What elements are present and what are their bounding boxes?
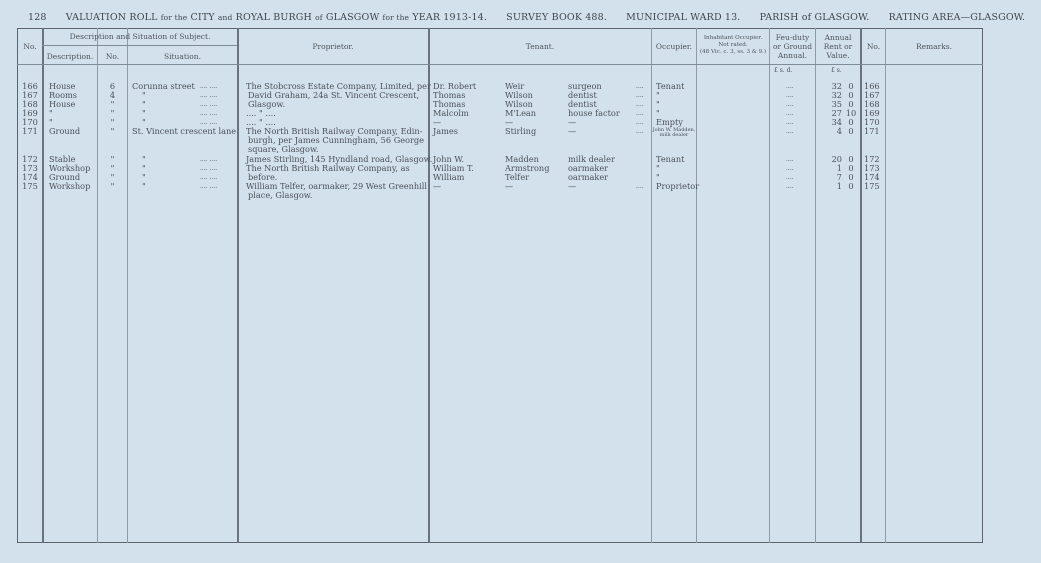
row-feu-duty: .... bbox=[786, 174, 794, 181]
row-tenant-occupation: dentist bbox=[568, 99, 597, 109]
col-number: No. bbox=[105, 52, 120, 61]
row-feu-duty: .... bbox=[786, 119, 794, 126]
row-tenant-surname: Armstrong bbox=[505, 163, 550, 173]
row-feu-duty: .... bbox=[786, 156, 794, 163]
rent-units: £ s. bbox=[831, 67, 842, 74]
row-description: Workshop bbox=[49, 163, 91, 173]
row-house-number: 4 bbox=[109, 90, 116, 100]
row-rent-pounds: 32 bbox=[831, 81, 842, 91]
row-rent-shillings: 10 bbox=[845, 108, 857, 118]
row-tenant-surname: — bbox=[505, 181, 514, 191]
row-house-number: " bbox=[110, 108, 115, 118]
row-number: 171 bbox=[22, 126, 38, 136]
row-rent-shillings: 0 bbox=[848, 99, 854, 109]
row-situation-dots: .... .... bbox=[200, 174, 218, 181]
row-description: Ground bbox=[49, 126, 81, 136]
row-tenant-surname: Telfer bbox=[505, 172, 530, 182]
row-number: 168 bbox=[22, 99, 38, 109]
row-situation-dots: .... .... bbox=[200, 165, 218, 172]
row-occupier: " bbox=[656, 108, 660, 118]
col-situation: Situation. bbox=[164, 52, 201, 61]
row-situation: " bbox=[142, 181, 146, 191]
row-tenant-surname: Weir bbox=[505, 81, 525, 91]
row-house-number: " bbox=[110, 154, 115, 164]
row-description: Workshop bbox=[49, 181, 91, 191]
row-situation: " bbox=[142, 163, 146, 173]
row-proprietor-line: The Stobcross Estate Company, Limited, per bbox=[246, 81, 431, 91]
row-situation-dots: .... .... bbox=[200, 119, 218, 126]
row-tenant-occupation: house factor bbox=[568, 108, 620, 118]
row-description: " bbox=[49, 108, 53, 118]
col-proprietor: Proprietor. bbox=[312, 42, 354, 51]
row-tenant-first-name: Dr. Robert bbox=[433, 81, 477, 91]
row-feu-duty: .... bbox=[786, 101, 794, 108]
row-tenant-dots: .... bbox=[636, 83, 644, 90]
row-situation-dots: .... .... bbox=[200, 110, 218, 117]
row-situation: " bbox=[142, 108, 146, 118]
row-proprietor-line: Glasgow. bbox=[248, 99, 286, 109]
row-tenant-occupation: surgeon bbox=[568, 81, 602, 91]
row-rent-pounds: 20 bbox=[831, 154, 842, 164]
page-number: 128 bbox=[28, 12, 47, 23]
row-tenant-surname: — bbox=[505, 117, 514, 127]
row-description: Ground bbox=[49, 172, 81, 182]
row-tenant-occupation: milk dealer bbox=[568, 154, 615, 164]
row-tenant-occupation: oarmaker bbox=[568, 172, 609, 182]
row-feu-duty: .... bbox=[786, 128, 794, 135]
row-number-right: 171 bbox=[864, 126, 880, 136]
row-tenant-first-name: Thomas bbox=[433, 99, 466, 109]
row-number-right: 168 bbox=[864, 99, 880, 109]
row-proprietor-line: James Stirling, 145 Hyndland road, Glasgow. bbox=[246, 154, 433, 164]
row-tenant-occupation: dentist bbox=[568, 90, 597, 100]
row-proprietor-line: The North British Railway Company, as bbox=[246, 163, 410, 173]
row-tenant-dots: .... bbox=[636, 128, 644, 135]
row-number-right: 174 bbox=[864, 172, 880, 182]
row-number-right: 167 bbox=[864, 90, 880, 100]
row-rent-shillings: 0 bbox=[848, 90, 854, 100]
col-remarks: Remarks. bbox=[915, 42, 953, 51]
row-rent-pounds: 32 bbox=[831, 90, 842, 100]
row-tenant-dots: .... bbox=[636, 92, 644, 99]
col-no-right: No. bbox=[866, 42, 881, 51]
row-occupier: Empty bbox=[656, 117, 683, 127]
row-house-number: " bbox=[110, 126, 115, 136]
row-tenant-first-name: Malcolm bbox=[433, 108, 469, 118]
row-house-number: " bbox=[110, 163, 115, 173]
row-rent-shillings: 0 bbox=[848, 154, 854, 164]
row-tenant-surname: Wilson bbox=[505, 99, 533, 109]
row-situation-dots: .... .... bbox=[200, 156, 218, 163]
column-rule bbox=[885, 28, 886, 543]
row-occupier: Proprietor bbox=[656, 181, 700, 191]
column-rule bbox=[428, 28, 430, 543]
row-number-right: 170 bbox=[864, 117, 880, 127]
row-occupier: Tenant bbox=[656, 154, 685, 164]
row-house-number: " bbox=[110, 117, 115, 127]
row-tenant-surname: Madden bbox=[505, 154, 539, 164]
row-tenant-dots: .... bbox=[636, 183, 644, 190]
row-number-right: 166 bbox=[864, 81, 880, 91]
row-occupier-note: milk dealer bbox=[659, 132, 689, 138]
row-situation-dots: .... .... bbox=[200, 92, 218, 99]
row-number-right: 169 bbox=[864, 108, 880, 118]
row-tenant-first-name: — bbox=[433, 181, 442, 191]
col-inhabitant-occupier: Inhabitant Occupier. Not rated. (48 Vic. c. 3, ss. 3 & 9.) bbox=[699, 35, 767, 55]
parish: PARISH of GLASGOW. bbox=[759, 12, 870, 23]
col-tenant: Tenant. bbox=[525, 42, 555, 51]
row-tenant-dots: .... bbox=[636, 101, 644, 108]
row-number: 167 bbox=[22, 90, 38, 100]
row-tenant-occupation: — bbox=[568, 117, 577, 127]
row-rent-pounds: 27 bbox=[831, 108, 842, 118]
row-number: 172 bbox=[22, 154, 38, 164]
column-rule bbox=[127, 28, 128, 543]
row-tenant-first-name: — bbox=[433, 117, 442, 127]
row-proprietor-line: .... " .... bbox=[246, 117, 276, 127]
col-occupier: Occupier. bbox=[655, 42, 693, 51]
row-tenant-first-name: William bbox=[433, 172, 465, 182]
row-proprietor-line: David Graham, 24a St. Vincent Crescent, bbox=[248, 90, 420, 100]
row-house-number: " bbox=[110, 172, 115, 182]
row-number: 169 bbox=[22, 108, 38, 118]
row-proprietor-line: burgh, per James Cunningham, 56 George bbox=[248, 135, 425, 145]
row-number: 175 bbox=[22, 181, 38, 191]
row-house-number: " bbox=[110, 181, 115, 191]
row-number: 170 bbox=[22, 117, 38, 127]
row-tenant-occupation: — bbox=[568, 126, 577, 136]
row-occupier: " bbox=[656, 163, 660, 173]
row-tenant-occupation: oarmaker bbox=[568, 163, 609, 173]
row-rent-pounds: 34 bbox=[831, 117, 842, 127]
row-rent-shillings: 0 bbox=[848, 126, 854, 136]
row-tenant-occupation: — bbox=[568, 181, 577, 191]
row-feu-duty: .... bbox=[786, 83, 794, 90]
row-rent-pounds: 35 bbox=[831, 99, 842, 109]
header-subrule bbox=[42, 45, 237, 46]
row-number-right: 175 bbox=[864, 181, 880, 191]
row-situation-dots: .... .... bbox=[200, 183, 218, 190]
col-desc-group: Description and Situation of Subject. bbox=[69, 32, 211, 41]
row-feu-duty: .... bbox=[786, 92, 794, 99]
row-number-right: 173 bbox=[864, 163, 880, 173]
row-occupier: " bbox=[656, 172, 660, 182]
col-feu-duty: Feu-duty or Ground Annual. bbox=[772, 33, 813, 60]
row-house-number: " bbox=[110, 99, 115, 109]
row-tenant-first-name: John W. bbox=[433, 154, 464, 164]
row-situation: St. Vincent crescent lane bbox=[132, 126, 237, 136]
column-rule bbox=[237, 28, 239, 543]
row-rent-shillings: 0 bbox=[848, 81, 854, 91]
row-rent-shillings: 0 bbox=[848, 181, 854, 191]
row-tenant-first-name: William T. bbox=[433, 163, 474, 173]
row-tenant-first-name: James bbox=[433, 126, 458, 136]
row-situation-dots: .... .... bbox=[200, 83, 218, 90]
row-description: " bbox=[49, 117, 53, 127]
column-rule bbox=[860, 28, 862, 543]
row-rent-pounds: 1 bbox=[836, 181, 842, 191]
column-rule bbox=[815, 28, 816, 543]
row-number: 174 bbox=[22, 172, 38, 182]
row-house-number: 6 bbox=[109, 81, 116, 91]
row-feu-duty: .... bbox=[786, 110, 794, 117]
row-situation: Corunna street bbox=[132, 81, 195, 91]
row-occupier: Tenant bbox=[656, 81, 685, 91]
feu-units: £ s. d. bbox=[774, 67, 793, 74]
row-rent-pounds: 7 bbox=[836, 172, 842, 182]
row-situation: " bbox=[142, 117, 146, 127]
row-rent-pounds: 1 bbox=[836, 163, 842, 173]
header-rule bbox=[17, 64, 983, 65]
row-number: 173 bbox=[22, 163, 38, 173]
row-situation-dots: .... .... bbox=[200, 101, 218, 108]
row-proprietor-line: The North British Railway Company, Edin- bbox=[246, 126, 423, 136]
page-header bbox=[28, 12, 1041, 23]
row-number: 166 bbox=[22, 81, 38, 91]
row-description: Rooms bbox=[49, 90, 77, 100]
row-description: House bbox=[49, 81, 76, 91]
row-situation: " bbox=[142, 90, 146, 100]
row-number-right: 172 bbox=[864, 154, 880, 164]
row-proprietor-line: .... " .... bbox=[246, 108, 276, 118]
row-occupier: " bbox=[656, 90, 660, 100]
municipal-ward: MUNICIPAL WARD 13. bbox=[626, 12, 741, 23]
row-description: Stable bbox=[49, 154, 76, 164]
row-proprietor-line: before. bbox=[248, 172, 278, 182]
row-proprietor-line: square, Glasgow. bbox=[248, 144, 319, 154]
row-situation: " bbox=[142, 172, 146, 182]
row-rent-shillings: 0 bbox=[848, 163, 854, 173]
row-tenant-first-name: Thomas bbox=[433, 90, 466, 100]
row-rent-shillings: 0 bbox=[848, 172, 854, 182]
roll-title: VALUATION ROLL for the CITY and ROYAL BURGH of GLASGOW for the YEAR 1913-14. bbox=[65, 12, 487, 23]
col-no: No. bbox=[23, 42, 37, 51]
column-rule bbox=[696, 28, 697, 543]
row-feu-duty: .... bbox=[786, 183, 794, 190]
row-situation: " bbox=[142, 154, 146, 164]
col-annual-rent: Annual Rent or Value. bbox=[823, 33, 853, 60]
column-rule bbox=[769, 28, 770, 543]
col-description: Description. bbox=[46, 52, 94, 61]
row-rent-pounds: 4 bbox=[836, 126, 842, 136]
row-description: House bbox=[49, 99, 76, 109]
row-rent-shillings: 0 bbox=[848, 117, 854, 127]
column-rule bbox=[42, 28, 44, 543]
row-tenant-surname: M'Lean bbox=[505, 108, 537, 118]
rating-area: RATING AREA—GLASGOW. bbox=[888, 12, 1026, 23]
survey-book: SURVEY BOOK 488. bbox=[506, 12, 607, 23]
row-feu-duty: .... bbox=[786, 165, 794, 172]
column-rule bbox=[651, 28, 652, 543]
row-situation: " bbox=[142, 99, 146, 109]
row-tenant-surname: Stirling bbox=[505, 126, 537, 136]
row-proprietor-line: William Telfer, oarmaker, 29 West Greenhill bbox=[246, 181, 428, 191]
row-proprietor-line: place, Glasgow. bbox=[248, 190, 313, 200]
row-tenant-dots: .... bbox=[636, 119, 644, 126]
row-occupier-note: John W. Madden, bbox=[652, 127, 696, 133]
row-occupier: " bbox=[656, 99, 660, 109]
row-tenant-dots: .... bbox=[636, 110, 644, 117]
row-tenant-surname: Wilson bbox=[505, 90, 533, 100]
